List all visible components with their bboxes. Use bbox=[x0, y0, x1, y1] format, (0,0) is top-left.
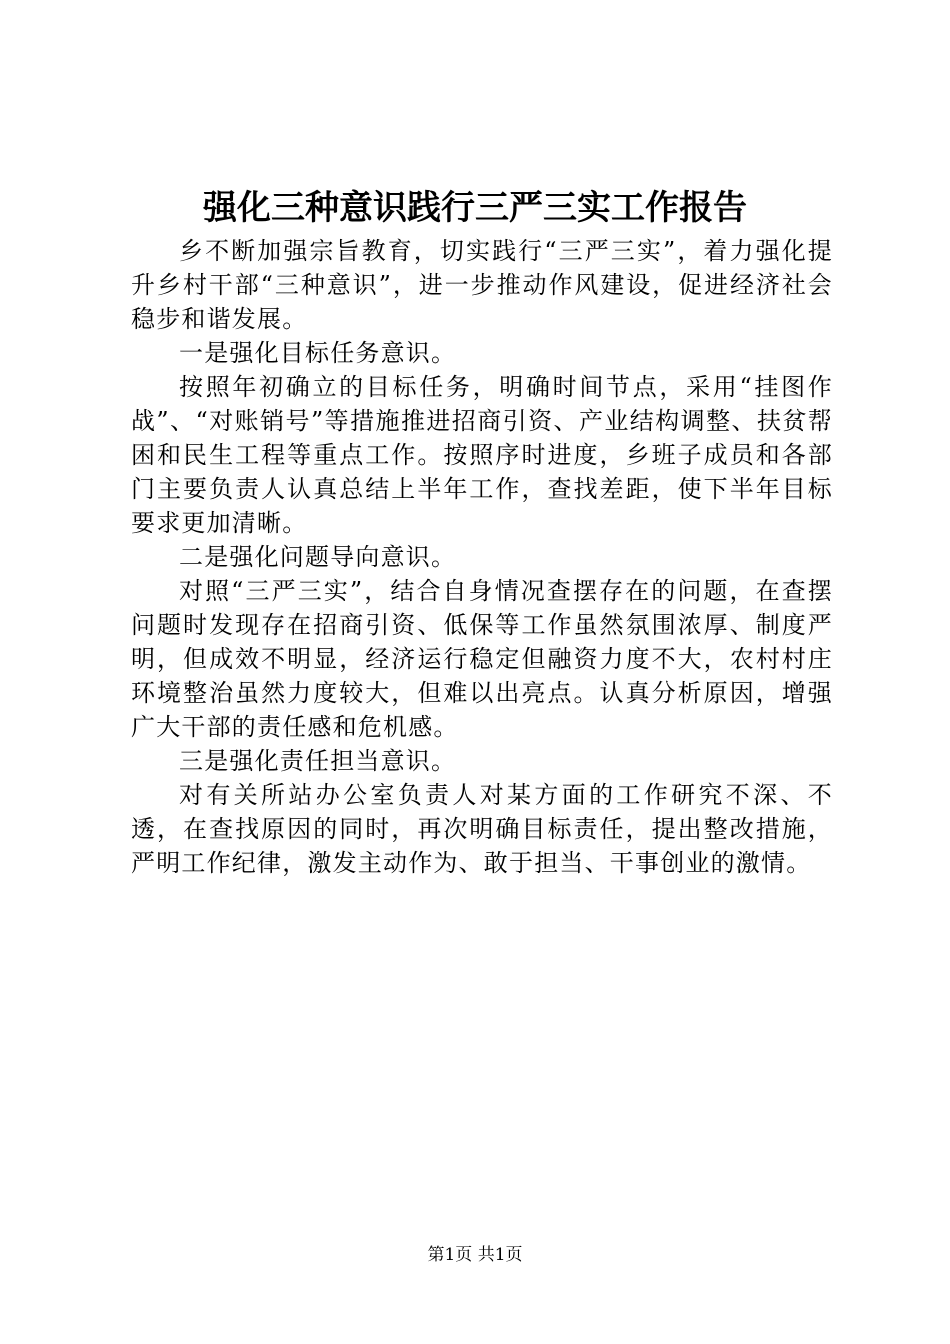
document-body bbox=[131, 234, 833, 880]
intro-paragraph: 乡不断加强宗旨教育，切实践行“三严三实”，着力强化提升乡村干部“三种意识”，进一步推动作风建设，促进经济社会稳步和谐发展。 bbox=[131, 237, 833, 333]
page-number: 第1页 bbox=[427, 1245, 473, 1265]
section-heading-problem-awareness: 二是强化问题导向意识。 bbox=[179, 543, 457, 571]
problem-awareness-paragraph: 对照“三严三实”，结合自身情况查摆存在的问题，在查摆问题时发现存在招商引资、低保等工作虽然氛围浓厚、制度严明，但成效不明显，经济运行稳定但融资力度不大，农村村庄环境整治虽然力度较大，但难以出亮点。认真分析原因，增强广大干部的责任感和危机感。 bbox=[131, 577, 833, 741]
page-footer bbox=[0, 1243, 950, 1267]
page-total: 共1页 bbox=[477, 1245, 523, 1265]
document-title: 强化三种意识践行三严三实工作报告 bbox=[203, 188, 747, 228]
responsibility-awareness-paragraph: 对有关所站办公室负责人对某方面的工作研究不深、不透，在查找原因的同时，再次明确目标责任，提出整改措施，严明工作纪律，激发主动作为、敢于担当、干事创业的激情。 bbox=[131, 781, 833, 877]
section-heading-goal-awareness: 一是强化目标任务意识。 bbox=[179, 339, 457, 367]
goal-awareness-paragraph: 按照年初确立的目标任务，明确时间节点，采用“挂图作战”、“对账销号”等措施推进招商引资、产业结构调整、扶贫帮困和民生工程等重点工作。按照序时进度，乡班子成员和各部门主要负责人认真总结上半年工作，查找差距，使下半年目标要求更加清晰。 bbox=[131, 373, 833, 537]
section-heading-responsibility-awareness: 三是强化责任担当意识。 bbox=[179, 747, 457, 775]
